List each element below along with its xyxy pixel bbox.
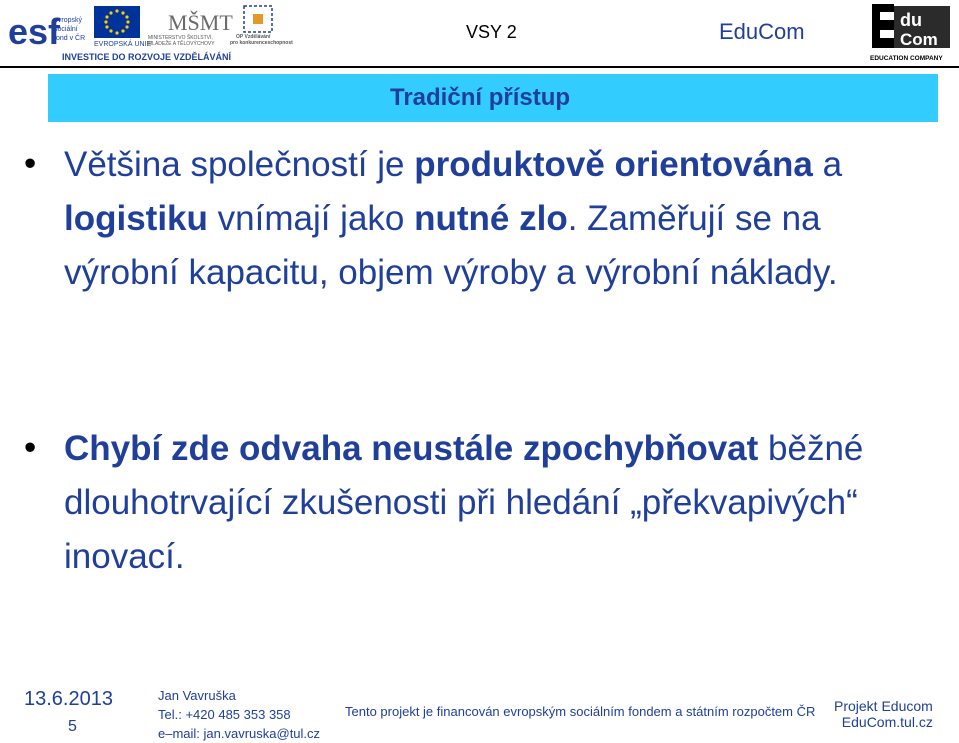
bullet-run: vnímají jako [207, 199, 415, 238]
eu-label: EVROPSKÁ UNIE [94, 41, 152, 48]
bullet-marker: • [24, 144, 37, 183]
msmt-line-1: MINISTERSTVO ŠKOLSTVÍ, [148, 35, 213, 41]
bullet-1-text [64, 138, 944, 300]
edu-logo-line-1: du [900, 10, 922, 30]
bullet-marker: • [24, 428, 37, 467]
project-site: EduCom.tul.cz [841, 714, 933, 730]
esf-mark: esf [8, 11, 61, 52]
msmt-mark: MŠMT [168, 10, 233, 35]
bullet-run: nutné zlo [414, 199, 568, 238]
investice-label: INVESTICE DO ROZVOJE VZDĚLÁVÁNÍ [62, 52, 232, 62]
op-line-2: pro konkurenceschopnost [230, 40, 293, 46]
bullet-run: produktově orientována [414, 145, 813, 184]
brand-name: EduCom [719, 19, 805, 44]
project-name: Projekt Educom [834, 698, 933, 714]
partner-logos [8, 4, 308, 64]
footer-date: 13.6.2013 [24, 688, 113, 710]
op-line-1: OP Vzdělávání [236, 34, 271, 40]
project-info [834, 698, 933, 730]
author-name: Jan Vavruška [158, 688, 236, 703]
edu-logo-line-2: Com [900, 30, 938, 49]
author-contact [158, 686, 320, 743]
funding-note: Tento projekt je financován evropským sociálním fondem a státním rozpočtem ČR [345, 704, 816, 719]
bullet-run: Chybí zde odvaha neustále zpochybňovat [64, 429, 759, 468]
course-code: VSY 2 [466, 22, 517, 42]
header-divider [0, 66, 959, 68]
msmt-logo [148, 10, 233, 47]
bullet-run: a [812, 145, 843, 184]
esf-line-3: fond v ČR [54, 35, 86, 42]
esf-logo [8, 11, 85, 52]
bullet-run: Většina společností je [64, 145, 415, 184]
bullet-run: logistiku [64, 199, 208, 238]
author-phone: Tel.: +420 485 353 358 [158, 707, 291, 722]
op-logo [230, 6, 293, 46]
educom-logo [868, 0, 956, 64]
bullet-run: běžné dlouhotrvající zkušenosti při hledání „překvapivých“ inovací. [64, 429, 864, 576]
bullet-2-text [64, 422, 944, 584]
author-email: e–mail: jan.vavruska@tul.cz [158, 726, 321, 741]
eu-flag-logo [94, 6, 152, 48]
bullet-run: . Zaměřují se na výrobní kapacitu, objem výroby a výrobní náklady. [64, 199, 838, 292]
msmt-line-2: MLÁDEŽE A TĚLOVÝCHOVY [148, 41, 215, 47]
slide-title: Tradiční přístup [390, 84, 571, 111]
edu-logo-caption: EDUCATION COMPANY [870, 55, 943, 62]
page-number: 5 [68, 718, 77, 735]
esf-line-2: sociální [54, 26, 78, 33]
esf-line-1: evropský [54, 17, 83, 24]
